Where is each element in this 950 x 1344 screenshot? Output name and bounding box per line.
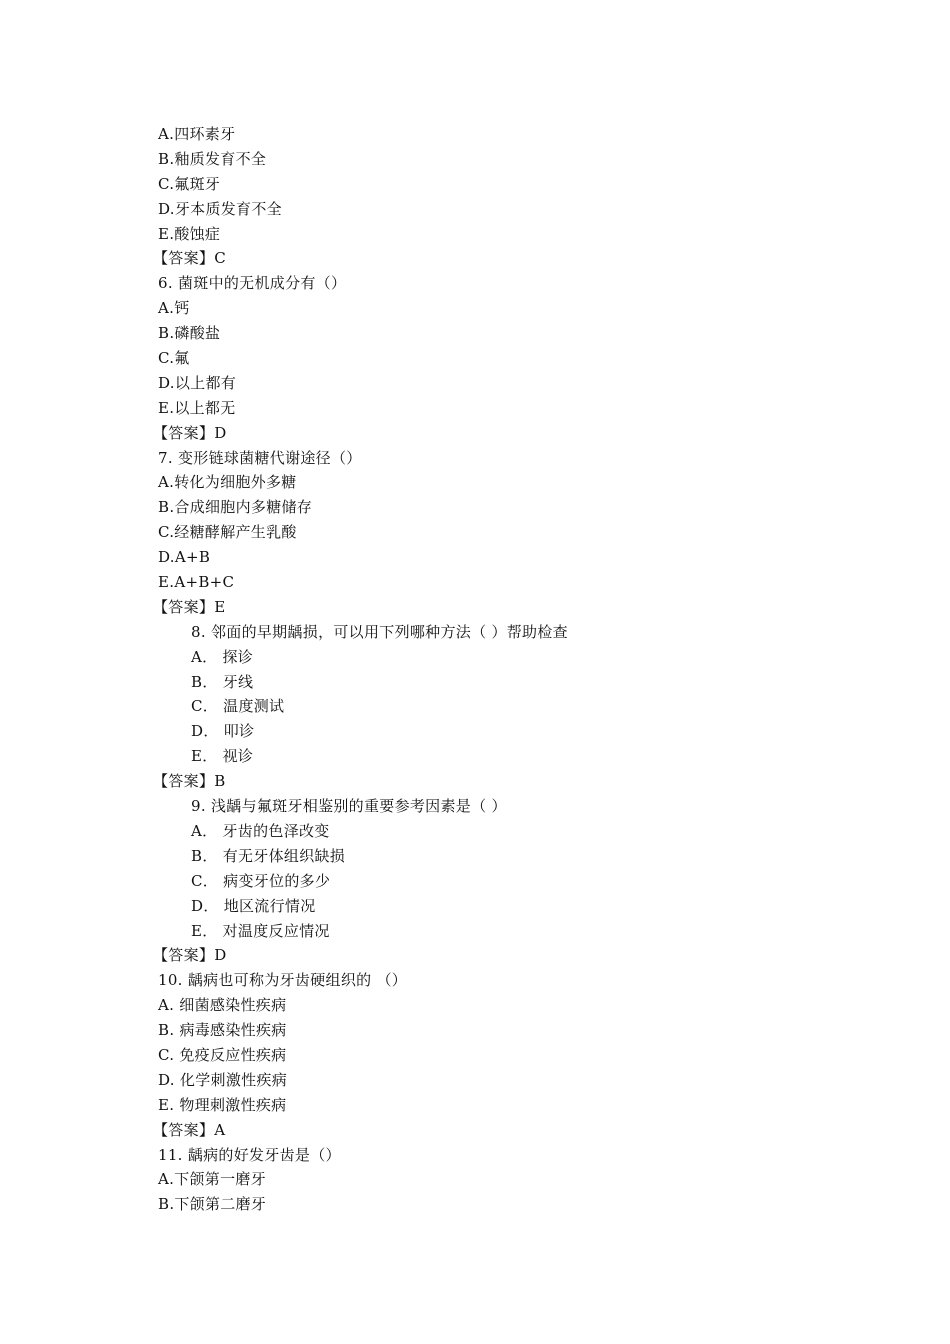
option-line: E. 物理刺激性疾病	[158, 1095, 287, 1114]
option-line: E.酸蚀症	[158, 224, 221, 243]
option-line: E.A+B+C	[158, 573, 235, 592]
answer-line: 【答案】E	[153, 597, 226, 616]
answer-line: 【答案】A	[153, 1120, 226, 1139]
option-line: C.氟	[158, 349, 190, 368]
option-line: C.经糖酵解产生乳酸	[158, 523, 297, 542]
answer-line: 【答案】C	[153, 249, 226, 268]
question-line: 8. 邻面的早期龋损，可以用下列哪种方法（ ）帮助检查	[191, 622, 568, 641]
option-line: A． 探诊	[191, 647, 254, 666]
question-line: 6. 菌斑中的无机成分有（）	[158, 274, 347, 293]
question-line: 11. 龋病的好发牙齿是（）	[158, 1145, 341, 1164]
option-line: B.合成细胞内多糖储存	[158, 498, 313, 517]
option-line: D． 地区流行情况	[191, 896, 316, 915]
option-line: B. 病毒感染性疾病	[158, 1021, 287, 1040]
option-line: B.釉质发育不全	[158, 149, 267, 168]
answer-line: 【答案】D	[153, 946, 227, 965]
option-line: C． 病变牙位的多少	[191, 871, 331, 890]
option-line: D.以上都有	[158, 373, 237, 392]
option-line: A.转化为细胞外多糖	[158, 473, 297, 492]
question-line: 7. 变形链球菌糖代谢途径（）	[158, 448, 362, 467]
option-line: A.钙	[158, 299, 190, 318]
question-list	[153, 122, 858, 1217]
option-line: E.以上都无	[158, 398, 236, 417]
option-line: A. 细菌感染性疾病	[158, 996, 287, 1015]
answer-line: 【答案】B	[153, 772, 226, 791]
option-line: D.A+B	[158, 548, 211, 567]
option-line: B． 有无牙体组织缺损	[191, 846, 346, 865]
option-line: B.下颌第二磨牙	[158, 1195, 267, 1214]
option-line: B． 牙线	[191, 672, 254, 691]
option-line: A.四环素牙	[158, 125, 236, 143]
option-line: D.牙本质发育不全	[158, 199, 282, 218]
option-line: A． 牙齿的色泽改变	[191, 821, 330, 840]
option-line: C. 免疫反应性疾病	[158, 1045, 287, 1064]
option-line: A.下颌第一磨牙	[158, 1170, 267, 1189]
option-line: C． 温度测试	[191, 697, 285, 716]
option-line: E． 视诊	[191, 747, 254, 766]
option-line: D． 叩诊	[191, 722, 255, 741]
question-line: 10. 龋病也可称为牙齿硬组织的 （）	[158, 971, 408, 990]
question-line: 9. 浅龋与氟斑牙相鉴别的重要参考因素是（ ）	[191, 797, 507, 816]
option-line: E． 对温度反应情况	[191, 921, 330, 940]
answer-line: 【答案】D	[153, 423, 227, 442]
option-line: C.氟斑牙	[158, 174, 221, 193]
option-line: D. 化学刺激性疾病	[158, 1070, 288, 1089]
option-line: B.磷酸盐	[158, 324, 221, 343]
